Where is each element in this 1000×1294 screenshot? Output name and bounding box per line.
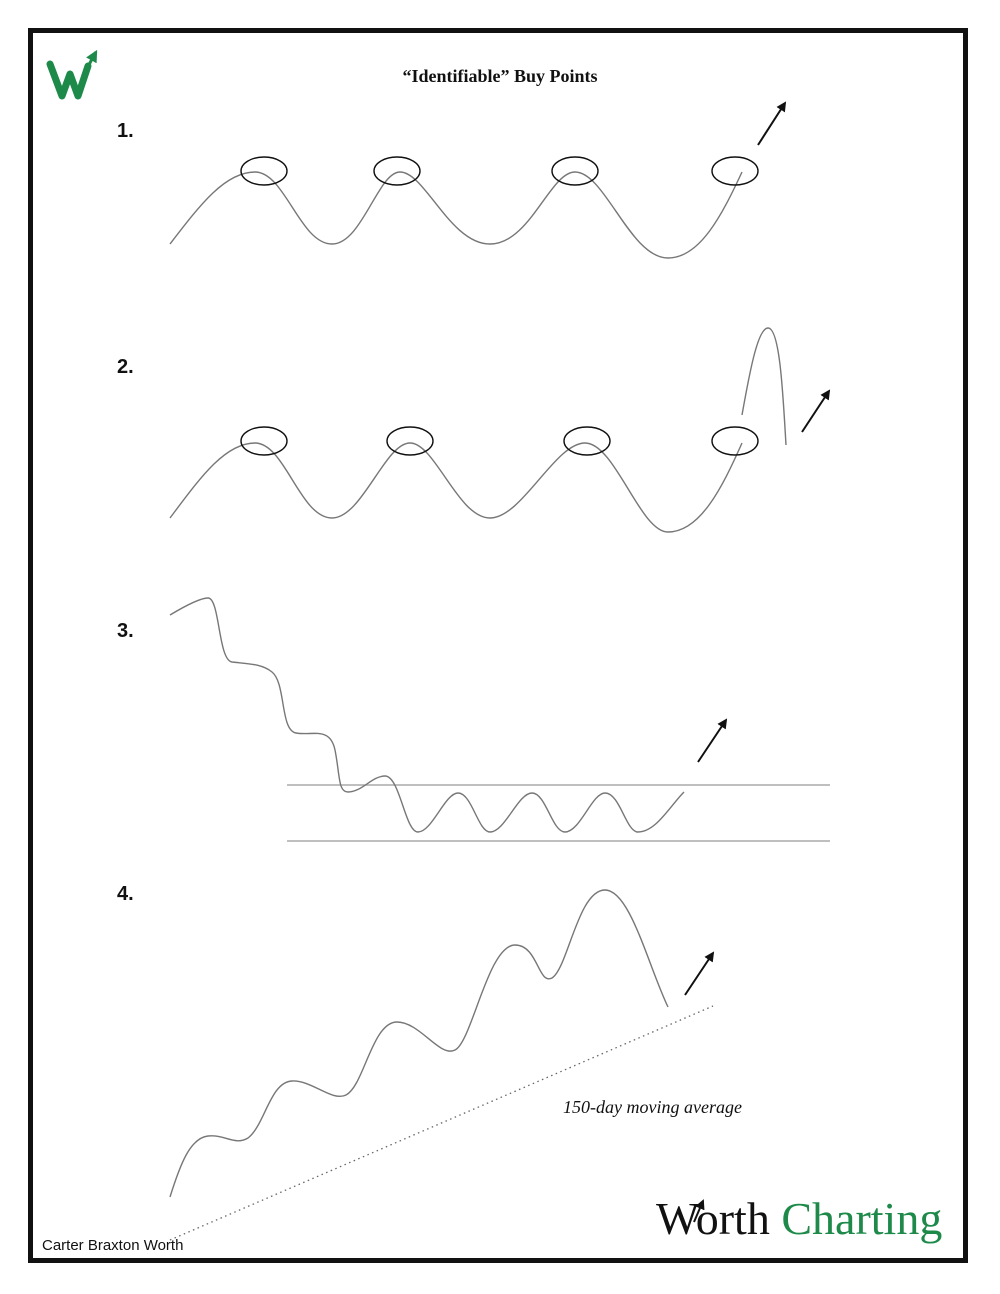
panel-4-diagram [170,890,713,1240]
panel-1-circle-3 [552,157,598,185]
up-right-arrow-icon [758,103,785,145]
panel-2-circle-1 [241,427,287,455]
panel-1-price-curve [170,172,742,258]
up-right-arrow-icon [802,391,829,432]
panel-3-price-curve [170,598,684,832]
up-right-arrow-icon [685,953,713,995]
page-title: “Identifiable” Buy Points [402,66,598,86]
panel-1-number: 1. [117,120,134,142]
panel-1-diagram [170,103,785,258]
author-name: Carter Braxton Worth [42,1237,184,1254]
up-right-arrow-icon [698,720,726,762]
panel-1-circle-4 [712,157,758,185]
panel-3-number: 3. [117,620,134,642]
panel-2-circle-3 [564,427,610,455]
moving-average-caption: 150-day moving average [563,1097,742,1117]
panel-2-price-curve [170,443,742,532]
panel-4-moving-average-line [170,1006,713,1240]
panel-2-circle-4 [712,427,758,455]
brand-logo [656,1193,943,1244]
w-arrow-logo-icon [50,52,96,96]
panel-4-number: 4. [117,883,134,905]
panel-1-circle-2 [374,157,420,185]
panel-2-circle-2 [387,427,433,455]
brand-word-worth: Worth [656,1193,770,1244]
panel-3-diagram [170,598,830,841]
panel-2-spike [742,328,786,445]
panel-2-number: 2. [117,356,134,378]
brand-word-charting: Charting [781,1193,943,1244]
panel-2-diagram [170,328,829,532]
panel-1-circle-1 [241,157,287,185]
panel-4-price-curve [170,890,668,1197]
